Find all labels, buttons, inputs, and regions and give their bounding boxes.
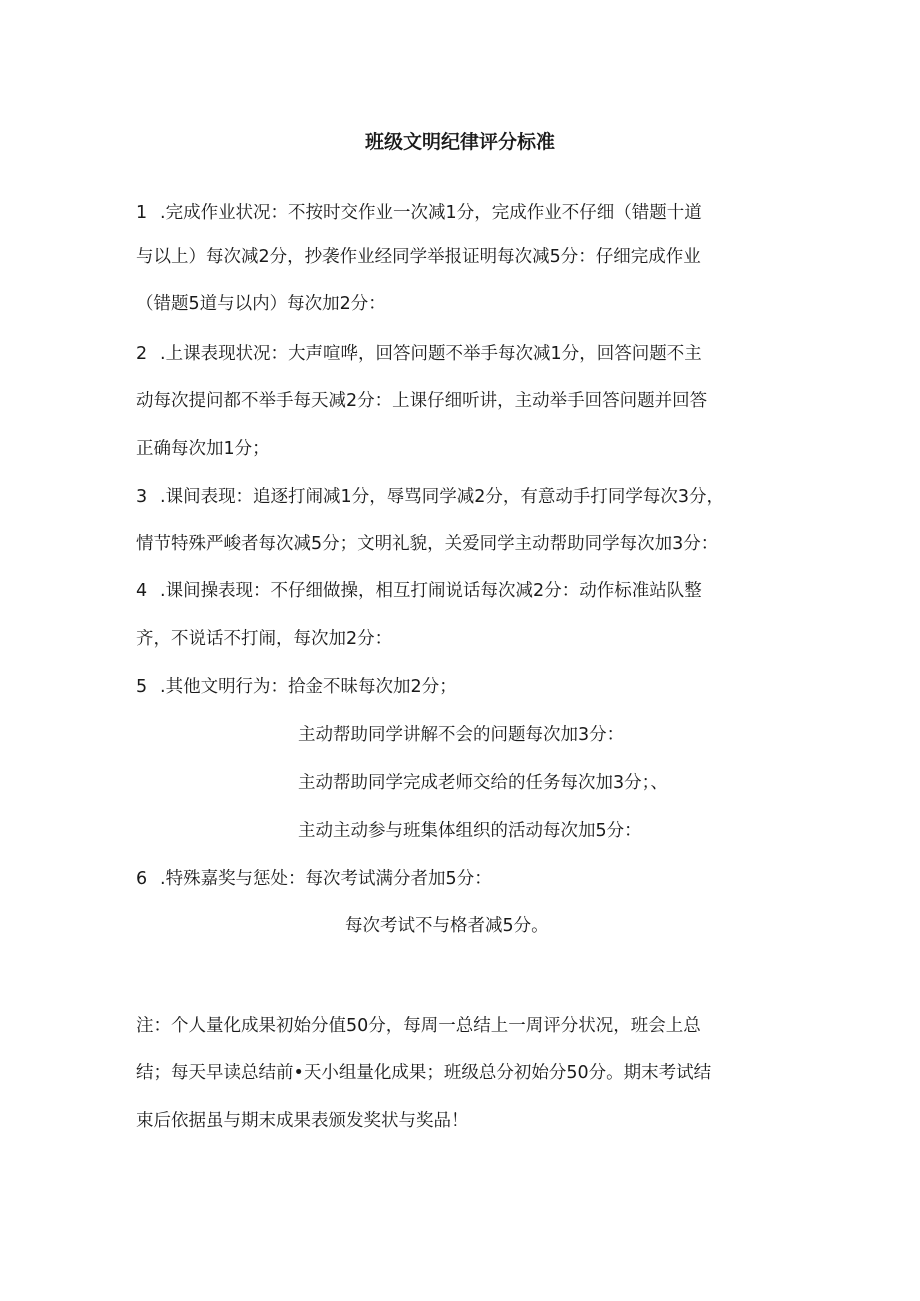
item-text: .课间表现：追逐打闹减1分，辱骂同学减2分，有意动手打同学每次3分，	[160, 487, 724, 507]
item-2-line-2: 动每次提问都不举手每天减2分：上课仔细听讲，主动举手回答问题并回答	[136, 391, 708, 411]
item-number: 6	[136, 869, 148, 889]
item-2-line-1	[136, 339, 816, 369]
item-5-line-1	[136, 672, 816, 702]
item-number: 4	[136, 581, 148, 601]
item-number: 1	[136, 203, 148, 223]
item-5-subline-1: 主动帮助同学讲解不会的问题每次加3分：	[298, 725, 625, 745]
item-text: .课间操表现：不仔细做操，相互打闹说话每次减2分：动作标准站队整	[160, 581, 702, 601]
item-number: 3	[136, 487, 148, 507]
note-line-3: 束后依据虽与期末成果表颁发奖状与奖品！	[136, 1111, 469, 1131]
item-1-line-3: （错题5道与以内）每次加2分：	[136, 294, 386, 314]
item-5-subline-3: 主动主动参与班集体组织的活动每次加5分：	[298, 821, 642, 841]
item-1-line-2: 与以上）每次减2分，抄袭作业经同学举报证明每次减5分：仔细完成作业	[136, 247, 701, 267]
item-3-line-1	[136, 482, 816, 512]
item-text: .其他文明行为：拾金不昧每次加2分；	[160, 677, 457, 697]
page-title: 班级文明纪律评分标准	[364, 131, 555, 153]
item-3-line-2: 情节特殊严峻者每次减5分；文明礼貌，关爱同学主动帮助同学每次加3分：	[136, 534, 719, 554]
item-4-line-2: 齐，不说话不打闹，每次加2分：	[136, 629, 393, 649]
note-line-2: 结；每天早读总结前•天小组量化成果；班级总分初始分50分。期末考试结	[136, 1063, 712, 1083]
item-text: .上课表现状况：大声喧哗，回答问题不举手每次减1分，回答问题不主	[160, 344, 702, 364]
note-line-1: 注：个人量化成果初始分值50分，每周一总结上一周评分状况，班会上总	[136, 1016, 701, 1036]
item-2-line-3: 正确每次加1分；	[136, 439, 270, 459]
item-text: .完成作业状况：不按时交作业一次减1分，完成作业不仔细（错题十道	[160, 203, 702, 223]
item-1-line-1	[136, 198, 816, 228]
item-6-line-1	[136, 864, 816, 894]
item-text: .特殊嘉奖与惩处：每次考试满分者加5分：	[160, 869, 492, 889]
item-number: 5	[136, 677, 148, 697]
item-6-subline-1: 每次考试不与格者减5分。	[345, 916, 549, 936]
item-4-line-1	[136, 576, 816, 606]
item-5-subline-2: 主动帮助同学完成老师交给的任务每次加3分；、	[298, 773, 668, 793]
item-number: 2	[136, 344, 148, 364]
